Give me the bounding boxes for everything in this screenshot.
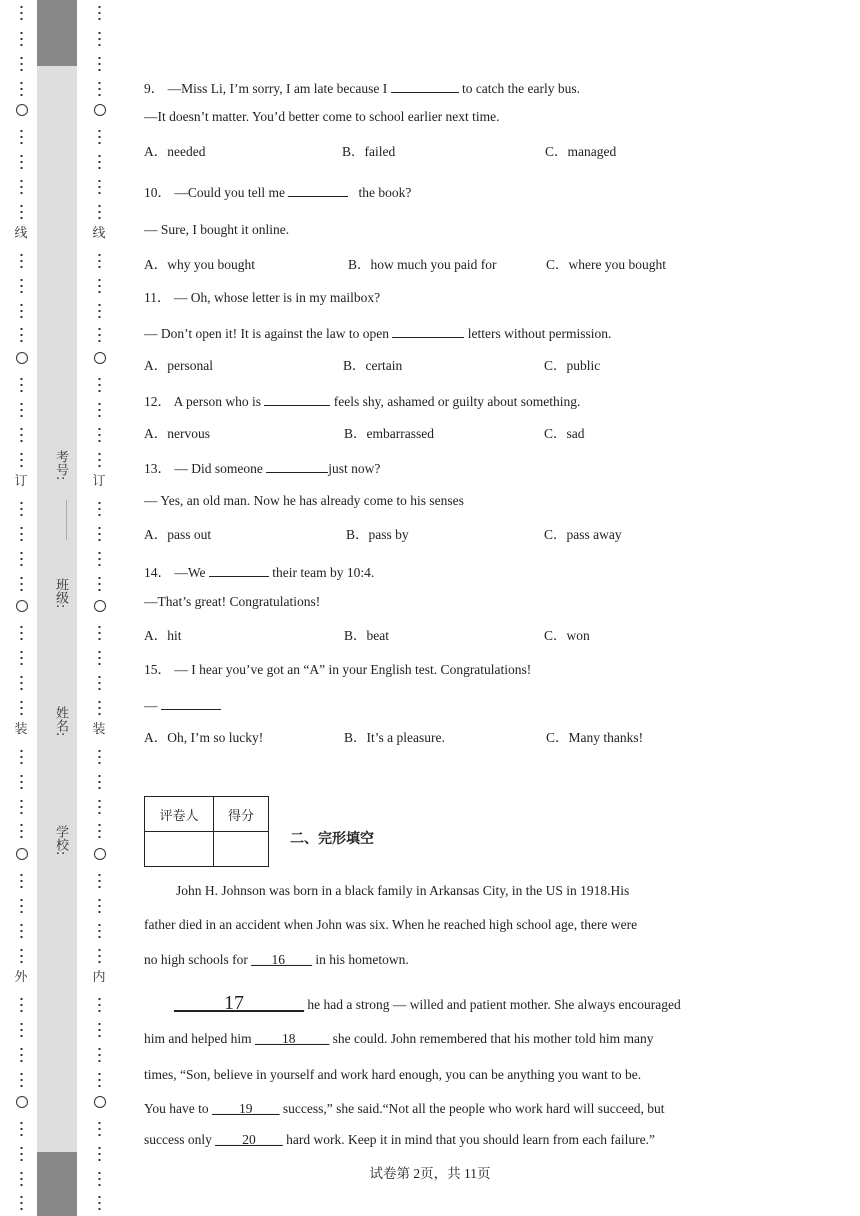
- option-a[interactable]: A．why you bought: [144, 257, 255, 272]
- question-text: feels shy, ashamed or guilty about something.: [330, 394, 581, 409]
- question-10-stem: [144, 182, 411, 202]
- question-13-reply: — Yes, an old man. Now he has already come to his senses: [144, 493, 464, 508]
- binding-mark: 装: [92, 722, 106, 737]
- passage-line: [144, 951, 409, 969]
- question-text: A person who is: [173, 394, 265, 409]
- binding-circle: [16, 104, 28, 116]
- question-15-reply: [144, 695, 221, 715]
- question-14-stem: [144, 562, 374, 582]
- question-11-stem: [144, 289, 380, 307]
- passage-line: [144, 1100, 665, 1118]
- passage-line: times, “Son, believe in yourself and work hard enough, you can be anything you want to be.: [144, 1067, 642, 1082]
- option-b[interactable]: B．pass by: [346, 527, 409, 542]
- question-text: — Don’t open it! It is against the law to open: [144, 326, 393, 341]
- question-text: just now?: [328, 461, 381, 476]
- question-10-reply: — Sure, I bought it online.: [144, 222, 290, 237]
- passage-line: [144, 1030, 654, 1048]
- option-a[interactable]: A．pass out: [144, 527, 212, 542]
- question-13-stem: [144, 458, 380, 478]
- option-b[interactable]: B．beat: [344, 628, 389, 643]
- binding-mark: 线: [14, 226, 28, 241]
- option-c[interactable]: C．won: [544, 628, 590, 643]
- question-12-stem: [144, 391, 580, 411]
- binding-circle: [16, 848, 28, 860]
- question-text: letters without permission.: [464, 326, 612, 341]
- passage-text: him and helped him: [144, 1031, 255, 1046]
- binding-circle: [16, 1096, 28, 1108]
- question-text: —We: [174, 565, 209, 580]
- question-text: —: [144, 698, 161, 713]
- passage-text: he had a strong — willed and patient mother. She always encouraged: [304, 997, 681, 1012]
- option-c[interactable]: C．sad: [544, 426, 585, 441]
- question-number: 11．: [144, 290, 171, 305]
- passage-line: father died in an accident when John was six. When he reached high school age, there were: [144, 917, 638, 932]
- binding-circle: [94, 104, 106, 116]
- passage-text: in his hometown.: [312, 952, 409, 967]
- passage-text: no high schools for: [144, 952, 252, 967]
- exam-number-label: 考号:: [53, 450, 68, 481]
- passage-line: [174, 994, 681, 1014]
- binding-circle: [94, 600, 106, 612]
- question-text: to catch the early bus.: [458, 81, 581, 96]
- score-table: [144, 796, 269, 867]
- binding-mark: 线: [92, 226, 106, 241]
- option-a[interactable]: A．Oh, I’m so lucky!: [144, 730, 264, 745]
- cloze-blank-16[interactable]: ___16____: [251, 952, 312, 967]
- binding-circle: [94, 848, 106, 860]
- option-b[interactable]: B．how much you paid for: [348, 257, 497, 272]
- answer-blank[interactable]: [266, 458, 328, 473]
- binding-mark: 装: [14, 722, 28, 737]
- question-text: — Oh, whose letter is in my mailbox?: [173, 290, 381, 305]
- option-c[interactable]: C．pass away: [544, 527, 622, 542]
- passage-text: success,” she said.“Not all the people who work hard will succeed, but: [279, 1101, 665, 1116]
- option-a[interactable]: A．personal: [144, 358, 213, 373]
- option-a[interactable]: A．needed: [144, 144, 206, 159]
- question-text: —Miss Li, I’m sorry, I am late because I: [167, 81, 391, 96]
- class-label: 班级:: [53, 578, 68, 609]
- answer-blank[interactable]: [161, 695, 221, 710]
- passage-text: success only: [144, 1132, 216, 1147]
- passage-text: hard work. Keep it in mind that you should learn from each failure.”: [282, 1132, 656, 1147]
- binding-circle: [94, 1096, 106, 1108]
- answer-blank[interactable]: [392, 323, 464, 338]
- question-number: 10．: [144, 185, 171, 200]
- option-a[interactable]: A．nervous: [144, 426, 210, 441]
- option-c[interactable]: C．Many thanks!: [546, 730, 644, 745]
- page-footer: 试卷第 2页，共 11页: [369, 1166, 491, 1181]
- question-9-stem: [144, 78, 580, 98]
- option-b[interactable]: B．It’s a pleasure.: [344, 730, 445, 745]
- answer-blank[interactable]: [264, 391, 330, 406]
- question-text: —Could you tell me: [174, 185, 289, 200]
- cloze-blank-18[interactable]: ____18_____: [254, 1031, 330, 1046]
- grader-header: 评卷人: [145, 797, 214, 832]
- passage-line: John H. Johnson was born in a black family in Arkansas City, in the US in 1918.His: [176, 883, 630, 898]
- binding-mark: 外: [14, 970, 28, 985]
- inner-binding-line: [94, 0, 106, 1216]
- grader-cell[interactable]: [145, 832, 214, 867]
- question-11-reply: [144, 323, 611, 343]
- option-b[interactable]: B．failed: [342, 144, 396, 159]
- outer-binding-line: [16, 0, 28, 1216]
- question-text: their team by 10:4.: [268, 565, 375, 580]
- question-number: 9．: [144, 81, 165, 96]
- school-label: 学校:: [53, 825, 68, 856]
- passage-text: You have to: [144, 1101, 213, 1116]
- name-label: 姓名:: [53, 706, 68, 737]
- passage-line: [144, 1131, 655, 1149]
- exam-number-line: [66, 500, 67, 540]
- binding-circle: [94, 352, 106, 364]
- answer-blank[interactable]: [288, 182, 348, 197]
- cloze-blank-19[interactable]: ____19____: [212, 1101, 280, 1116]
- question-15-stem: [144, 661, 531, 679]
- question-text: the book?: [348, 185, 412, 200]
- question-number: 14．: [144, 565, 171, 580]
- option-c[interactable]: C．managed: [545, 144, 617, 159]
- binding-circle: [16, 600, 28, 612]
- option-c[interactable]: C．where you bought: [546, 257, 666, 272]
- cloze-blank-17[interactable]: _____17______: [174, 992, 304, 1014]
- question-14-reply: —That’s great! Congratulations!: [144, 594, 321, 609]
- option-b[interactable]: B．embarrassed: [344, 426, 434, 441]
- question-number: 15．: [144, 662, 171, 677]
- score-cell[interactable]: [214, 832, 269, 867]
- question-text: — Did someone: [174, 461, 267, 476]
- option-c[interactable]: C．public: [544, 358, 601, 373]
- question-text: — I hear you’ve got an “A” in your English test. Congratulations!: [174, 662, 532, 677]
- question-number: 12．: [144, 394, 171, 409]
- binding-circle: [16, 352, 28, 364]
- cloze-blank-20[interactable]: ____20____: [215, 1132, 283, 1147]
- answer-blank[interactable]: [209, 562, 269, 577]
- question-9-reply: —It doesn’t matter. You’d better come to school earlier next time.: [144, 109, 500, 124]
- score-header: 得分: [214, 797, 269, 832]
- answer-blank[interactable]: [391, 78, 459, 93]
- binding-mark: 订: [92, 474, 106, 489]
- option-b[interactable]: B．certain: [343, 358, 403, 373]
- passage-text: she could. John remembered that his mother told him many: [329, 1031, 654, 1046]
- binding-mark: 订: [14, 474, 28, 489]
- question-number: 13．: [144, 461, 171, 476]
- section-title: 二、完形填空: [290, 831, 374, 847]
- option-a[interactable]: A．hit: [144, 628, 182, 643]
- band-top-block: [37, 0, 77, 66]
- binding-mark: 内: [92, 970, 106, 985]
